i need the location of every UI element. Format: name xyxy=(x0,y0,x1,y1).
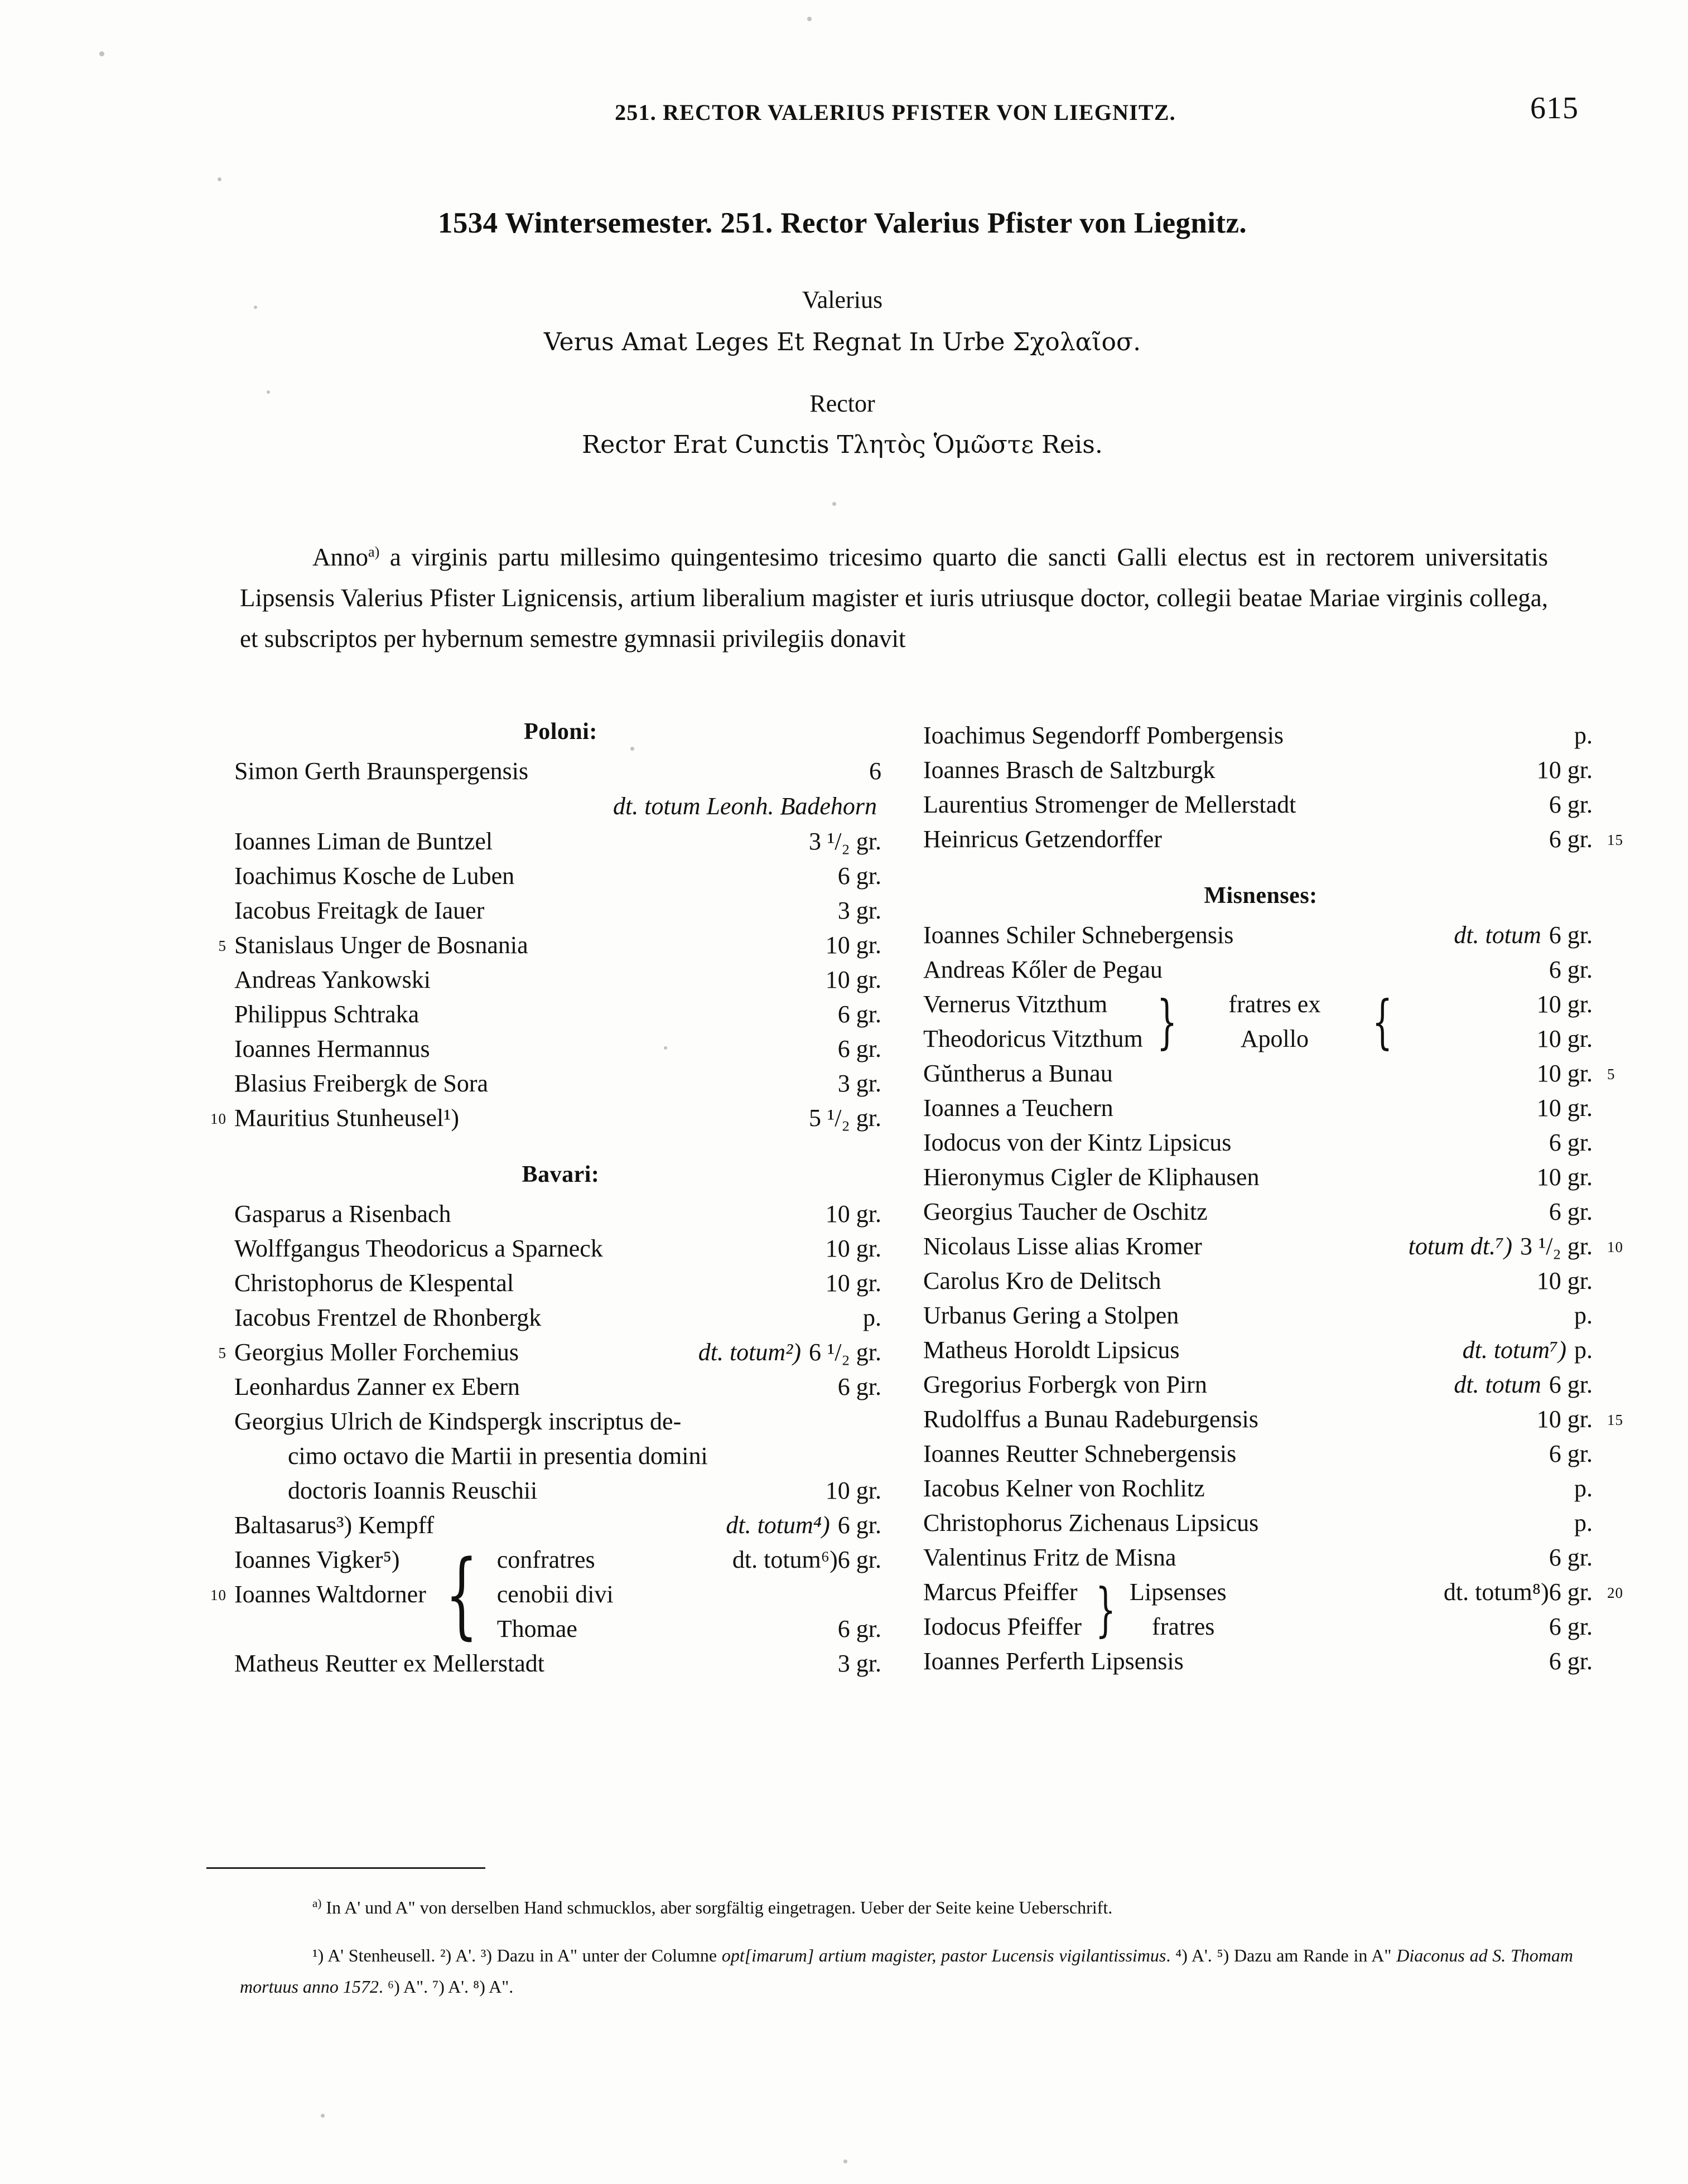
entry-amount: 6 gr. xyxy=(1549,825,1593,853)
brace-label: cenobii divi xyxy=(496,1581,614,1608)
paragraph-lead-word: Anno xyxy=(312,543,368,571)
entry-amount-row xyxy=(614,1577,881,1612)
entry-name: Gregorius Forbergk von Pirn xyxy=(923,1371,1207,1398)
group-heading-poloni: Poloni: xyxy=(524,719,597,745)
register-row xyxy=(923,1056,1615,1091)
brace-group-names xyxy=(210,1543,426,1646)
entry-amount: 6 gr. xyxy=(1549,791,1593,818)
line-number: 15 xyxy=(1607,832,1623,848)
register-row xyxy=(923,1091,1593,1125)
entry-name: Georgius Taucher de Oschitz xyxy=(923,1198,1208,1225)
footnote-text: In A' und A" von derselben Hand schmucklos, aber sorgfältig eingetragen. Ueber der Seite keine Ueberschrift. xyxy=(321,1897,1113,1917)
entry-amount: 6 gr. xyxy=(1549,1578,1593,1606)
motto-line-2: Verus Amat Leges Et Regnat In Urbe Σχολαῖοσ. xyxy=(543,328,1141,356)
register-row xyxy=(234,824,881,859)
entry-amount: 6 gr. xyxy=(1549,956,1593,983)
motto-line-4: Rector Erat Cunctis Τλητὸς Ὁμῶστε Reis. xyxy=(582,431,1103,459)
register-row xyxy=(218,928,881,963)
entry-name: Leonhardus Zanner ex Ebern xyxy=(234,1373,520,1400)
entry-amount: 6 gr. xyxy=(1549,1647,1593,1675)
running-head-title: 251. RECTOR VALERIUS PFISTER VON LIEGNITZ. xyxy=(615,100,1176,125)
entry-amount: 6 gr. xyxy=(1549,1440,1593,1467)
register-row xyxy=(218,1335,881,1370)
body-paragraph xyxy=(240,537,1548,659)
footnote-a xyxy=(240,1892,1573,1923)
entry-continuation-text: cimo octavo die Martii in presentia domini xyxy=(288,1442,708,1470)
entry-name: Andreas Kőler de Pegau xyxy=(923,956,1163,983)
footnote-text-part2: . ⁴) A'. ⁵) Dazu am Rande in A" xyxy=(1166,1945,1397,1965)
entry-name: Ioannes Vigker⁵) xyxy=(234,1546,400,1573)
entry-name: Ioannes a Teuchern xyxy=(923,1094,1113,1122)
entry-amount: p. xyxy=(863,1304,881,1331)
register-row xyxy=(923,787,1593,822)
paragraph-body: a virginis partu millesimo quingentesimo tricesimo quarto die sancti Galli electus est in rectorem universitatis Lipsensis Valerius Pfister Lignicensis, artium liberalium magister et iuris utriusque doctor, collegii beatae Mariae virginis collega, et subscriptos per hybernum semestre gymnasii privilegiis donavit xyxy=(240,543,1548,653)
brace-group-middle-labels xyxy=(497,1543,614,1646)
register-row xyxy=(210,1101,881,1136)
entry-amount: p. xyxy=(1574,1509,1593,1536)
entry-amount: p. xyxy=(1574,1336,1593,1364)
entry-amount-row xyxy=(614,1612,881,1646)
register-row xyxy=(234,1646,881,1681)
brace-label: confratres xyxy=(496,1546,595,1573)
brace-group-names xyxy=(923,1575,1082,1644)
entry-name: Urbanus Gering a Stolpen xyxy=(923,1302,1179,1329)
entry-amount-row xyxy=(614,1543,881,1577)
entry-name: Marcus Pfeiffer xyxy=(923,1578,1078,1606)
entry-amount: 10 gr. xyxy=(825,1269,881,1297)
entry-amount: 6 gr. xyxy=(837,1373,881,1400)
entry-name: Ioachimus Kosche de Luben xyxy=(234,862,515,890)
register-row xyxy=(234,1301,881,1335)
entry-amount: 10 gr. xyxy=(825,931,881,959)
entry-amount: 3 gr. xyxy=(837,1070,881,1097)
entry-amount: 5 ¹/₂ gr. xyxy=(809,1104,881,1132)
scan-speck xyxy=(832,502,836,506)
entry-name: Stanislaus Unger de Bosnania xyxy=(234,931,528,959)
brace-group-confratres xyxy=(210,1540,881,1649)
register-row xyxy=(234,1370,881,1404)
entry-name: Hieronymus Cigler de Kliphausen xyxy=(923,1163,1260,1191)
entry-amount: 10 gr. xyxy=(1536,1094,1593,1122)
entry-amount: 10 gr. xyxy=(1536,756,1593,784)
register-row xyxy=(923,1471,1593,1506)
entry-amount: 6 gr. xyxy=(837,1511,881,1539)
entry-amount: 6 xyxy=(869,757,881,785)
register-row xyxy=(234,1066,881,1101)
entry-name: Mauritius Stunheusel¹) xyxy=(234,1104,460,1132)
entry-name: Matheus Reutter ex Mellerstadt xyxy=(234,1650,544,1677)
register-row xyxy=(923,1160,1593,1195)
register-row xyxy=(923,1506,1593,1540)
entry-name: Ioannes Reutter Schnebergensis xyxy=(923,1440,1237,1467)
register-row xyxy=(923,1368,1593,1402)
brace-group-vitzthum xyxy=(923,987,1593,1056)
register-row xyxy=(923,1644,1593,1679)
entry-amount: 6 gr. xyxy=(1549,1198,1593,1225)
entry-name: Ioannes Liman de Buntzel xyxy=(234,828,493,855)
register-row xyxy=(234,1032,881,1066)
entry-name: Gŭntherus a Bunau xyxy=(923,1060,1113,1087)
entry-amount: 10 gr. xyxy=(1536,990,1593,1018)
brace-group-amounts xyxy=(614,1543,881,1646)
entry-annotation: dt. totum⁷) xyxy=(1462,1336,1566,1364)
register-row xyxy=(923,1540,1593,1575)
brace-group-middle-labels xyxy=(1191,987,1358,1056)
register-row xyxy=(234,1508,881,1543)
entry-name: Nicolaus Lisse alias Kromer xyxy=(923,1233,1202,1260)
entry-amount: 6 ¹/₂ gr. xyxy=(809,1339,881,1366)
entry-amount: 6 gr. xyxy=(837,1035,881,1062)
footnote-italic-2: Diaconus ad S. Thomam mortuus anno 1572 xyxy=(240,1945,1574,1997)
scan-speck xyxy=(218,177,221,181)
register-row xyxy=(234,1266,881,1301)
register-row xyxy=(923,1264,1593,1298)
entry-amount: 6 gr. xyxy=(1549,1129,1593,1156)
brace-group-amounts xyxy=(1406,987,1593,1056)
line-number: 5 xyxy=(218,938,226,954)
scan-speck xyxy=(321,2114,325,2118)
register-columns xyxy=(0,718,1688,1850)
entry-amount: 6 gr. xyxy=(837,1001,881,1028)
entry-amount: 6 gr. xyxy=(837,862,881,890)
entry-name: Ioannes Brasch de Saltzburgk xyxy=(923,756,1216,784)
page-number: 615 xyxy=(1530,91,1579,125)
entry-continuation-text: doctoris Ioannis Reuschii xyxy=(288,1477,538,1504)
entry-amount: 3 ¹/₂ gr. xyxy=(1520,1233,1593,1260)
register-column-right xyxy=(923,718,1623,1679)
entry-name: Georgius Ulrich de Kindspergk inscriptus de- xyxy=(234,1408,682,1435)
motto-line-3: Rector xyxy=(809,390,875,417)
footnote-text-part1: ¹) A' Stenheusell. ²) A'. ³) Dazu in A" unter der Columne xyxy=(312,1945,722,1965)
entry-amount: 3 ¹/₂ gr. xyxy=(809,828,881,855)
register-row xyxy=(234,1197,881,1231)
curly-brace-icon: } xyxy=(1095,1576,1116,1644)
entry-amount: 10 gr. xyxy=(1536,1025,1593,1052)
entry-amount: 6 gr. xyxy=(837,1615,881,1642)
scan-speck xyxy=(99,51,104,56)
register-row xyxy=(923,1437,1593,1471)
entry-amount: 6 gr. xyxy=(1549,1371,1593,1398)
entry-annotation: dt. totum Leonh. Badehorn xyxy=(613,793,877,820)
entry-name: Andreas Yankowski xyxy=(234,966,431,993)
entry-name: Blasius Freibergk de Sora xyxy=(234,1070,489,1097)
register-row xyxy=(923,1298,1593,1333)
register-row xyxy=(234,963,881,997)
register-column-left xyxy=(210,718,881,1681)
entry-name: Wolffgangus Theodoricus a Sparneck xyxy=(234,1235,603,1262)
register-row xyxy=(923,953,1593,987)
leader-space xyxy=(537,1473,826,1508)
entry-amount: 3 gr. xyxy=(837,1650,881,1677)
line-number: 20 xyxy=(1607,1584,1623,1601)
register-row xyxy=(234,1231,881,1266)
entry-name: Iacobus Frentzel de Rhonbergk xyxy=(234,1304,542,1331)
group-heading-bavari: Bavari: xyxy=(522,1162,600,1187)
entry-amount: 10 gr. xyxy=(825,1477,881,1504)
line-number: 10 xyxy=(210,1587,226,1603)
entry-annotation: totum dt.⁷) xyxy=(1408,1233,1513,1260)
scan-speck xyxy=(843,2159,847,2163)
entry-amount: p. xyxy=(1574,1475,1593,1502)
entry-annotation: dt. totum xyxy=(1454,921,1541,949)
entry-name: Carolus Kro de Delitsch xyxy=(923,1267,1161,1294)
entry-name: Theodoricus Vitzthum xyxy=(923,1025,1143,1052)
register-row xyxy=(923,1333,1593,1368)
footnote-numbered xyxy=(240,1940,1573,2002)
entry-annotation: dt. totum²) xyxy=(698,1339,802,1366)
register-row xyxy=(234,859,881,893)
entry-continuation xyxy=(234,1439,881,1473)
footnote-marker-a: a) xyxy=(368,544,380,560)
curly-brace-icon: { xyxy=(445,1540,478,1649)
brace-group-pfeiffer xyxy=(923,1575,1623,1644)
entry-annotation: dt. totum⁶) xyxy=(732,1546,838,1573)
entry-name: Ioannes Perferth Lipsensis xyxy=(923,1647,1184,1675)
brace-label: Thomae xyxy=(496,1615,577,1642)
entry-name: Laurentius Stromenger de Mellerstadt xyxy=(923,791,1296,818)
register-row xyxy=(923,1229,1623,1264)
entry-name: Iacobus Freitagk de Iauer xyxy=(234,897,485,924)
entry-amount: 6 gr. xyxy=(1549,921,1593,949)
section-headline: 1534 Wintersemester. 251. Rector Valerius Pfister von Liegnitz. xyxy=(437,207,1247,239)
register-row xyxy=(234,997,881,1032)
entry-name: Gasparus a Risenbach xyxy=(234,1200,451,1228)
line-number: 5 xyxy=(218,1345,226,1361)
motto-line-1: Valerius xyxy=(802,286,883,313)
entry-amount: p. xyxy=(1574,1302,1593,1329)
entry-amount: 10 gr. xyxy=(825,1235,881,1262)
brace-group-names xyxy=(923,987,1143,1056)
entry-annotation: dt. totum⁴) xyxy=(726,1511,830,1539)
entry-name: Valentinus Fritz de Misna xyxy=(923,1544,1176,1571)
entry-amount: 6 gr. xyxy=(837,1546,881,1573)
scan-speck xyxy=(630,747,634,751)
line-number: 15 xyxy=(1607,1412,1623,1428)
entry-amount: 10 gr. xyxy=(1536,1163,1593,1191)
footnote-separator-rule xyxy=(206,1867,485,1869)
brace-label: fratres ex xyxy=(1228,990,1321,1018)
entry-name: Simon Gerth Braunspergensis xyxy=(234,757,529,785)
entry-amount: 10 gr. xyxy=(1536,1267,1593,1294)
footnote-marker: a) xyxy=(312,1896,322,1910)
register-row xyxy=(923,753,1593,787)
register-row xyxy=(923,1402,1623,1437)
entry-amount: 3 gr. xyxy=(837,897,881,924)
running-head xyxy=(212,91,1579,133)
register-row xyxy=(923,822,1623,857)
entry-name: Iodocus von der Kintz Lipsicus xyxy=(923,1129,1232,1156)
entry-amount: 10 gr. xyxy=(1536,1405,1593,1433)
entry-annotation: dt. totum⁸) xyxy=(1443,1578,1549,1606)
entry-name: Iacobus Kelner von Rochlitz xyxy=(923,1475,1205,1502)
entry-name: Vernerus Vitzthum xyxy=(923,990,1108,1018)
register-row xyxy=(923,1125,1593,1160)
entry-name: Heinricus Getzendorffer xyxy=(923,825,1162,853)
entry-name: Christophorus Zichenaus Lipsicus xyxy=(923,1509,1259,1536)
curly-brace-icon: } xyxy=(1156,988,1177,1056)
register-row xyxy=(923,1195,1593,1229)
entry-amount: 10 gr. xyxy=(825,1200,881,1228)
entry-name-with-lineno xyxy=(210,1577,426,1612)
register-row xyxy=(923,718,1593,753)
entry-name: Ioachimus Segendorff Pombergensis xyxy=(923,722,1284,749)
register-row xyxy=(234,754,881,789)
entry-name: Christophorus de Klespental xyxy=(234,1269,514,1297)
group-heading-misnenses: Misnenses: xyxy=(1204,883,1318,909)
entry-amount-row xyxy=(1280,1575,1623,1610)
entry-name: Philippus Schtraka xyxy=(234,1001,419,1028)
entry-name: Ioannes Waltdorner xyxy=(234,1581,426,1608)
entry-name: Rudolffus a Bunau Radeburgensis xyxy=(923,1405,1258,1433)
line-number: 10 xyxy=(210,1110,226,1127)
scan-speck xyxy=(807,17,812,21)
register-row xyxy=(234,1404,881,1439)
register-row xyxy=(234,893,881,928)
entry-name: Ioannes Schiler Schnebergensis xyxy=(923,921,1234,949)
register-row xyxy=(923,918,1593,953)
brace-label: Lipsenses xyxy=(1130,1578,1227,1606)
scan-speck xyxy=(267,390,270,394)
footnote-text-part3: . ⁶) A". ⁷) A'. ⁸) A". xyxy=(378,1977,514,1997)
entry-amount: 6 gr. xyxy=(1549,1544,1593,1571)
line-number: 10 xyxy=(1607,1239,1623,1255)
entry-annotation: dt. totum xyxy=(1454,1371,1541,1398)
entry-amount: 10 gr. xyxy=(825,966,881,993)
entry-name: Ioannes Hermannus xyxy=(234,1035,430,1062)
entry-name: Baltasarus³) Kempff xyxy=(234,1511,435,1539)
entry-name: Georgius Moller Forchemius xyxy=(234,1339,519,1366)
entry-amount: 10 gr. xyxy=(1536,1060,1593,1087)
curly-brace-icon: { xyxy=(1372,988,1393,1056)
entry-continuation xyxy=(234,1473,881,1508)
entry-amount: p. xyxy=(1574,722,1593,749)
entry-name: Matheus Horoldt Lipsicus xyxy=(923,1336,1180,1364)
brace-label: fratres xyxy=(1152,1613,1215,1640)
scan-speck xyxy=(254,306,257,309)
brace-group-middle-labels xyxy=(1130,1575,1280,1644)
line-number: 5 xyxy=(1607,1066,1615,1083)
entry-amount: 6 gr. xyxy=(1549,1613,1593,1640)
brace-label: Apollo xyxy=(1240,1025,1309,1052)
brace-group-amounts xyxy=(1280,1575,1623,1644)
entry-name: Iodocus Pfeiffer xyxy=(923,1613,1082,1640)
footnotes-block xyxy=(240,1892,1573,2002)
footnote-italic-1: opt[imarum] artium magister, pastor Lucensis vigilantissimus xyxy=(721,1945,1166,1965)
scan-speck xyxy=(664,1046,667,1050)
